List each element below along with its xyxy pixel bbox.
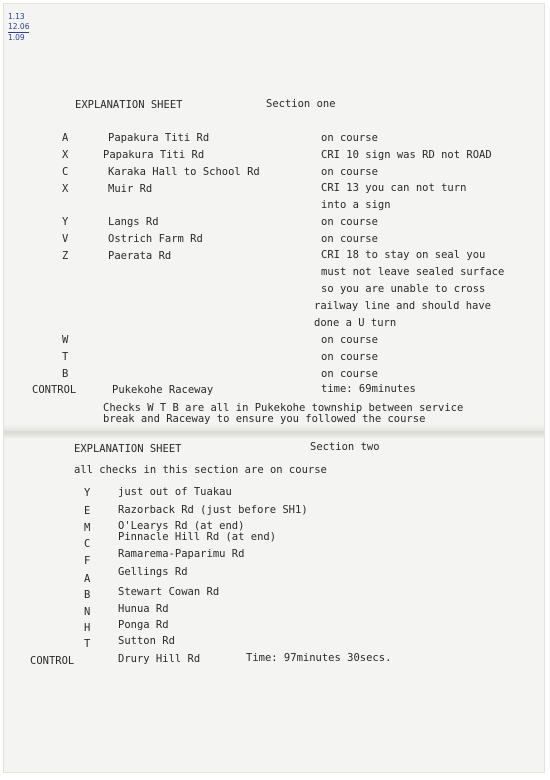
check-note: must not leave sealed surface — [321, 266, 505, 278]
control-location: Pukekohe Raceway — [112, 384, 214, 396]
check-code: T — [84, 638, 91, 650]
check-code: X — [62, 183, 69, 195]
check-location: Papakura Titi Rd — [108, 132, 210, 144]
check-code: A — [62, 132, 69, 144]
check-location: Pinnacle Hill Rd (at end) — [118, 531, 277, 543]
section-two-heading: EXPLANATION SHEET — [74, 443, 182, 455]
handwritten-line: 1.13 — [8, 12, 25, 21]
check-note: on course — [321, 132, 378, 144]
check-note: on course — [321, 351, 378, 363]
check-location: Ramarema-Paparimu Rd — [118, 548, 245, 560]
check-note: CRI 10 sign was RD not ROAD — [321, 149, 492, 161]
check-location: Sutton Rd — [118, 635, 175, 647]
handwritten-note — [8, 12, 29, 43]
check-note: so you are unable to cross — [321, 283, 486, 295]
paper-fold — [4, 424, 544, 438]
handwritten-line: 1.09 — [8, 33, 25, 42]
control-label: CONTROL — [30, 655, 75, 667]
check-location: Ponga Rd — [118, 619, 169, 631]
check-location: Hunua Rd — [118, 603, 169, 615]
check-code: Y — [84, 487, 91, 499]
check-note: CRI 13 you can not turn — [321, 182, 467, 194]
check-note: on course — [321, 216, 378, 228]
check-location: Papakura Titi Rd — [103, 149, 205, 161]
check-code: V — [62, 233, 69, 245]
control-label: CONTROL — [32, 384, 77, 396]
control-time: Time: 97minutes 30secs. — [246, 652, 392, 664]
check-note: on course — [321, 334, 378, 346]
checks-note-line: Checks W T B are all in Pukekohe township between service — [103, 402, 464, 414]
check-location: Ostrich Farm Rd — [108, 233, 203, 245]
check-code: C — [84, 538, 91, 550]
control-time: time: 69minutes — [321, 383, 416, 395]
check-note: on course — [321, 166, 378, 178]
check-code: C — [62, 166, 69, 178]
check-code: M — [84, 522, 91, 534]
check-code: H — [84, 622, 91, 634]
check-location: Karaka Hall to School Rd — [108, 166, 260, 178]
check-code: Z — [62, 250, 69, 262]
check-code: Y — [62, 216, 69, 228]
check-code: W — [62, 334, 69, 346]
check-note: CRI 18 to stay on seal you — [321, 249, 486, 261]
check-note: done a U turn — [314, 317, 397, 329]
section-two-intro: all checks in this section are on course — [74, 464, 327, 476]
check-note: on course — [321, 368, 378, 380]
check-location: Muir Rd — [108, 183, 153, 195]
section-two-title: Section two — [310, 441, 380, 453]
check-code: E — [84, 505, 91, 517]
check-location: O'Learys Rd (at end) — [118, 520, 245, 532]
check-code: A — [84, 573, 91, 585]
check-code: F — [84, 555, 91, 567]
control-location: Drury Hill Rd — [118, 653, 201, 665]
check-location: Paerata Rd — [108, 250, 172, 262]
check-note: railway line and should have — [314, 300, 492, 312]
check-code: B — [62, 368, 69, 380]
section-one-heading: EXPLANATION SHEET — [75, 99, 183, 111]
check-location: Stewart Cowan Rd — [118, 586, 220, 598]
section-one-title: Section one — [266, 98, 336, 110]
check-note: on course — [321, 233, 378, 245]
check-code: B — [84, 589, 91, 601]
check-code: T — [62, 351, 69, 363]
check-code: N — [84, 606, 91, 618]
check-code: X — [62, 149, 69, 161]
check-note: into a sign — [321, 199, 391, 211]
check-location: just out of Tuakau — [118, 486, 232, 498]
handwritten-line: 12.06 — [8, 22, 30, 31]
check-location: Langs Rd — [108, 216, 159, 228]
check-location: Gellings Rd — [118, 566, 188, 578]
checks-note-line: break and Raceway to ensure you followed the course — [103, 413, 426, 425]
check-location: Razorback Rd (just before SH1) — [118, 504, 308, 516]
